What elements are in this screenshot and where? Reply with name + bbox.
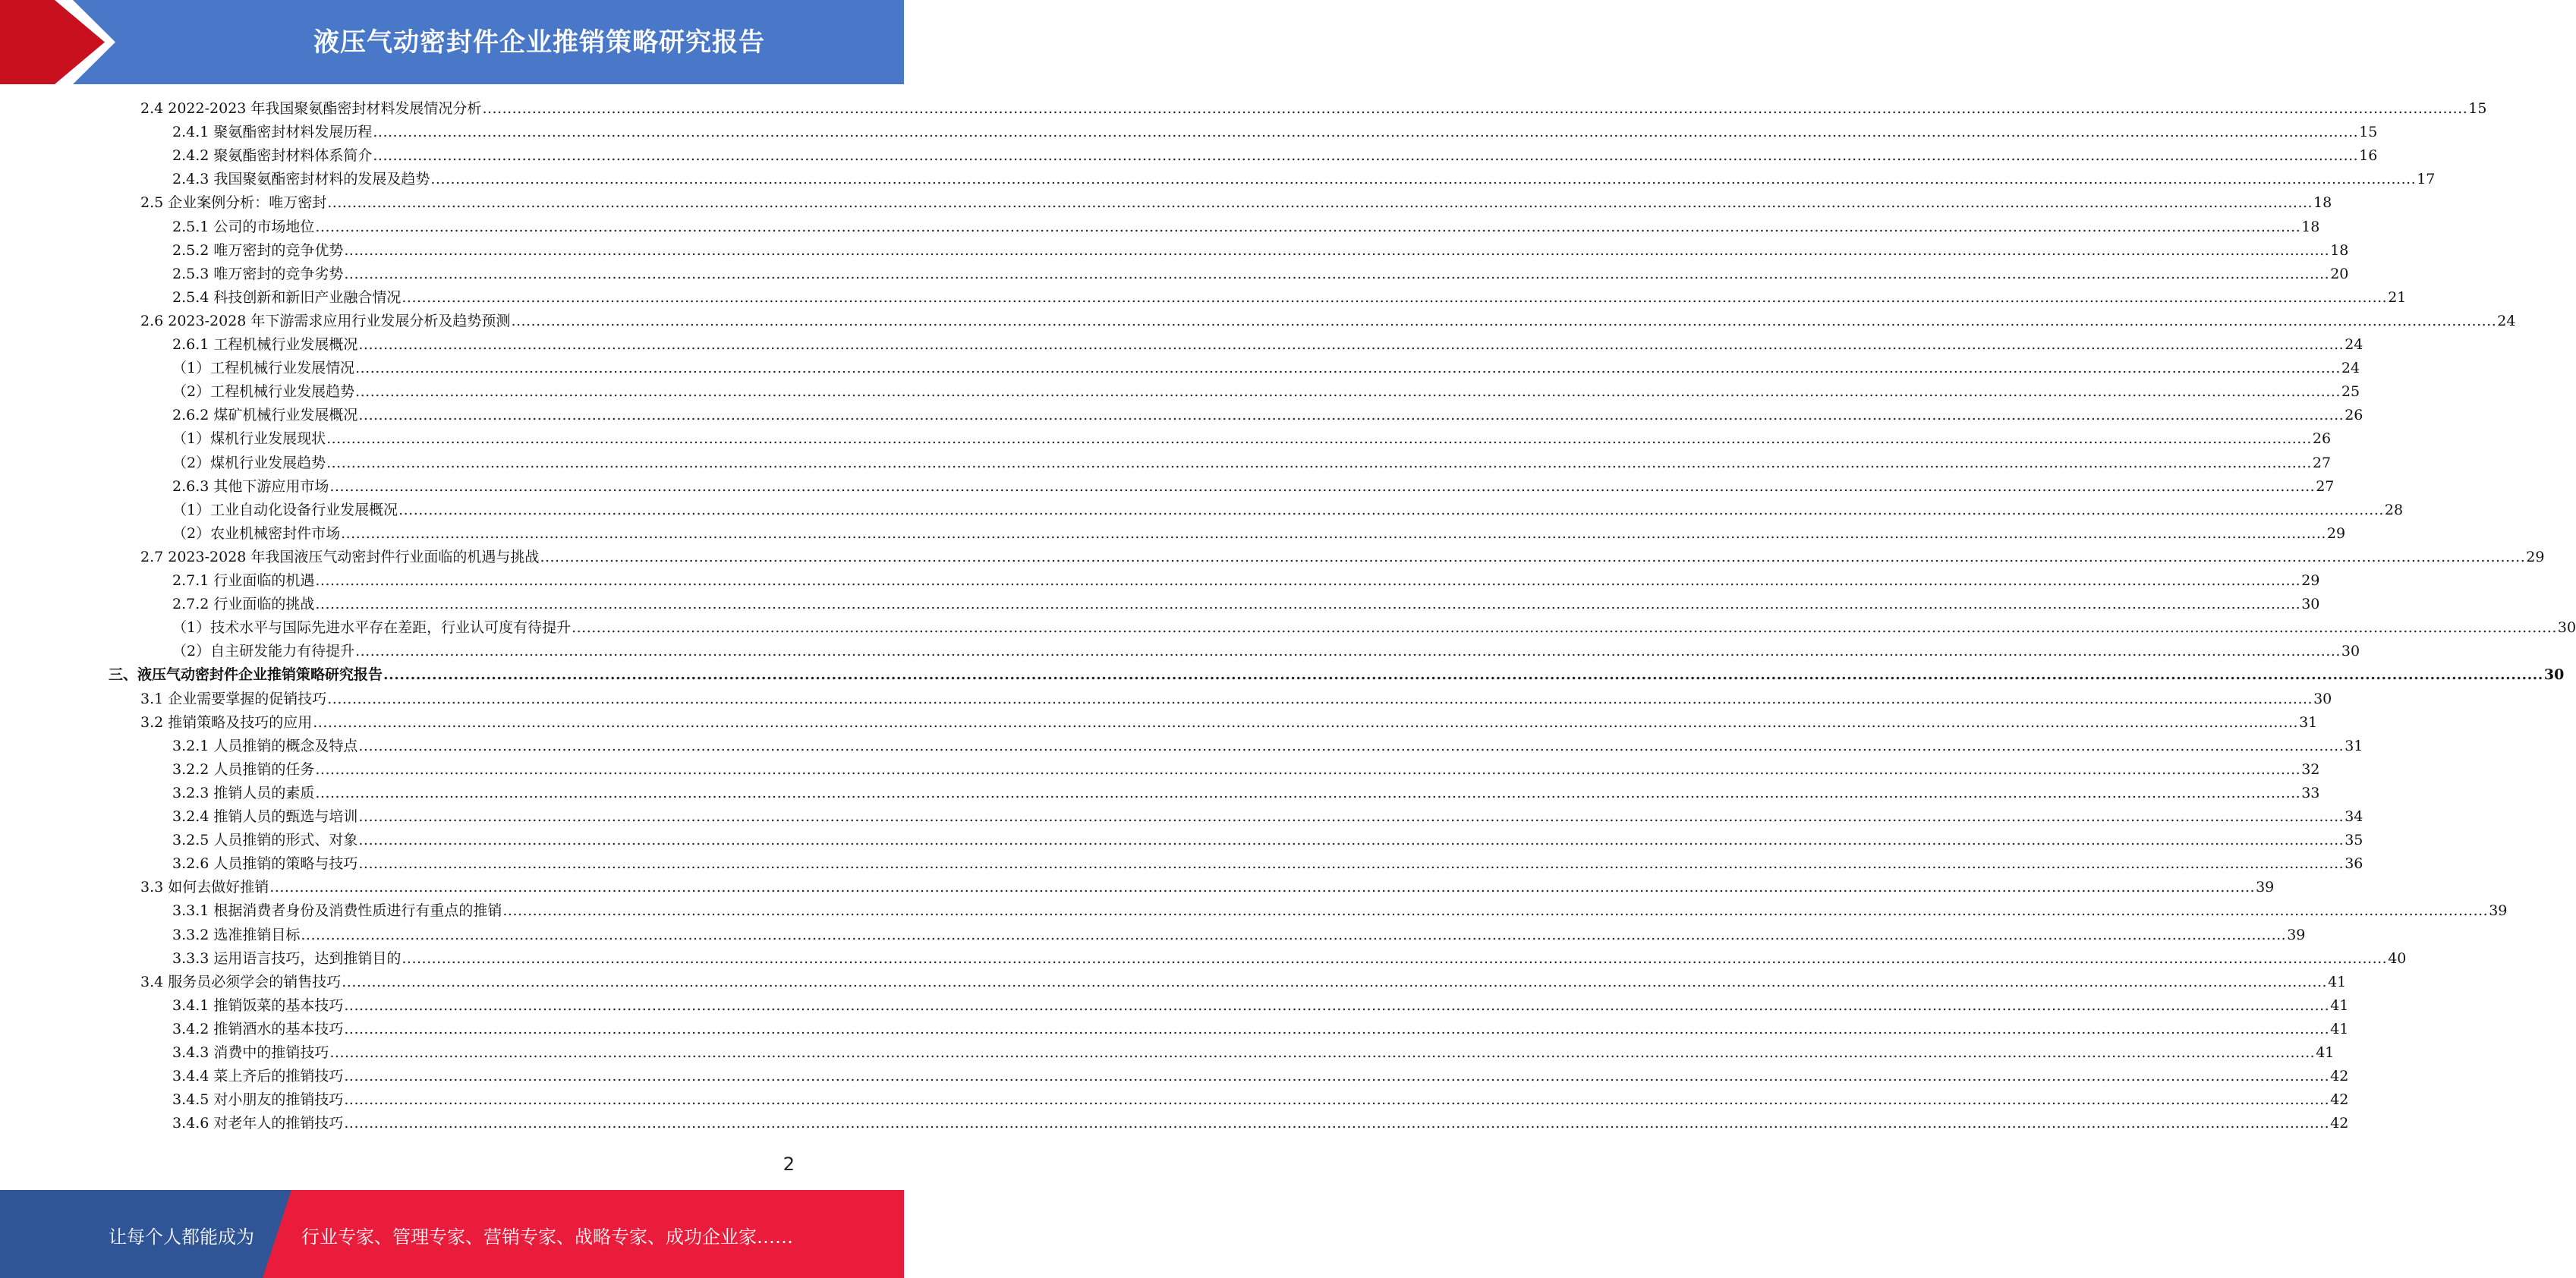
toc-leader-dots: ................................................................................................................................................................................................................................................................................................................................................................................................................ [358, 855, 2345, 873]
toc-entry-page: 29 [2326, 524, 2346, 542]
toc-entry-page: 18 [2330, 241, 2349, 259]
toc-entry-page: 29 [2526, 548, 2545, 565]
toc-entry[interactable] [109, 661, 2565, 685]
toc-entry-title: （1）工程机械行业发展情况 [172, 360, 355, 377]
toc-entry-page: 29 [2301, 572, 2320, 589]
toc-entry-page: 41 [2330, 1020, 2349, 1037]
toc-entry-title: 3.4 服务员必须学会的销售技巧 [140, 973, 342, 990]
toc-entry-title: 3.4.3 消费中的推销技巧 [172, 1044, 329, 1061]
toc-leader-dots: ................................................................................................................................................................................................................................................................................................................................................................................................................ [344, 265, 2330, 282]
toc-leader-dots: ................................................................................................................................................................................................................................................................................................................................................................................................................ [358, 737, 2345, 754]
toc-leader-dots: ................................................................................................................................................................................................................................................................................................................................................................................................................ [502, 902, 2489, 920]
toc-leader-dots: ................................................................................................................................................................................................................................................................................................................................................................................................................ [269, 879, 2256, 896]
toc-entry-title: 2.7 2023-2028 年我国液压气动密封件行业面临的机遇与挑战 [140, 548, 540, 565]
toc-entry-page: 24 [2341, 360, 2360, 377]
toc-entry[interactable] [172, 590, 2320, 614]
toc-entry[interactable] [172, 921, 2306, 945]
toc-entry-page: 15 [2359, 124, 2378, 141]
toc-leader-dots: ................................................................................................................................................................................................................................................................................................................................................................................................................ [315, 596, 2301, 613]
toc-entry[interactable] [172, 803, 2363, 826]
toc-entry-page: 36 [2345, 855, 2363, 873]
toc-leader-dots: ................................................................................................................................................................................................................................................................................................................................................................................................................ [344, 996, 2330, 1014]
toc-entry[interactable] [172, 826, 2363, 850]
toc-entry[interactable] [172, 165, 2436, 189]
toc-entry[interactable] [172, 401, 2363, 425]
toc-entry-page: 41 [2316, 1044, 2335, 1061]
toc-leader-dots: ................................................................................................................................................................................................................................................................................................................................................................................................................ [326, 430, 2312, 448]
toc-entry-title: 2.6.2 煤矿机械行业发展概况 [172, 407, 358, 424]
toc-leader-dots: ................................................................................................................................................................................................................................................................................................................................................................................................................ [358, 832, 2345, 849]
toc-entry-page: 42 [2330, 1068, 2349, 1085]
footer-slogan-lead: 让每个人都能成为 [109, 1226, 254, 1248]
toc-entry-page: 27 [2312, 454, 2332, 471]
toc-entry-title: 2.5.4 科技创新和新旧产业融合情况 [172, 288, 402, 306]
toc-entry-page: 30 [2557, 619, 2576, 637]
toc-leader-dots: ................................................................................................................................................................................................................................................................................................................................................................................................................ [329, 1044, 2316, 1061]
toc-entry-page: 30 [2341, 643, 2360, 660]
toc-entry-page: 33 [2301, 784, 2320, 801]
toc-entry-title: 3.3.3 运用语言技巧，达到推销目的 [172, 949, 402, 967]
toc-entry-title: 2.7.2 行业面临的挑战 [172, 596, 315, 613]
toc-entry[interactable] [172, 331, 2363, 354]
toc-entry-page: 41 [2330, 996, 2349, 1014]
toc-entry-title: （2）工程机械行业发展趋势 [172, 383, 355, 401]
toc-leader-dots: ................................................................................................................................................................................................................................................................................................................................................................................................................ [355, 643, 2341, 660]
toc-entry-title: 3.4.2 推销酒水的基本技巧 [172, 1020, 344, 1037]
toc-entry-title: 2.7.1 行业面临的机遇 [172, 572, 315, 589]
toc-leader-dots: ................................................................................................................................................................................................................................................................................................................................................................................................................ [355, 383, 2341, 401]
toc-entry-page: 31 [2345, 737, 2363, 754]
toc-leader-dots: ................................................................................................................................................................................................................................................................................................................................................................................................................ [342, 973, 2328, 990]
toc-entry[interactable] [172, 449, 2332, 473]
toc-entry[interactable] [140, 709, 2318, 732]
toc-entry[interactable] [140, 307, 2516, 331]
toc-entry-title: 3.2.6 人员推销的策略与技巧 [172, 855, 358, 873]
document-title: 液压气动密封件企业推销策略研究报告 [313, 27, 765, 58]
toc-leader-dots: ................................................................................................................................................................................................................................................................................................................................................................................................................ [326, 454, 2312, 471]
toc-entry-page: 17 [2417, 171, 2436, 188]
toc-entry[interactable] [172, 260, 2349, 284]
toc-entry[interactable] [172, 779, 2320, 803]
toc-entry-page: 35 [2345, 832, 2363, 849]
toc-entry[interactable] [172, 1062, 2349, 1086]
toc-entry-title: 3.2.5 人员推销的形式、对象 [172, 832, 358, 849]
toc-entry[interactable] [172, 1110, 2349, 1133]
toc-entry-title: 3.4.1 推销饭菜的基本技巧 [172, 996, 344, 1014]
toc-entry-page: 24 [2497, 312, 2516, 329]
toc-entry-title: 3.4.4 菜上齐后的推销技巧 [172, 1068, 344, 1085]
toc-leader-dots: ................................................................................................................................................................................................................................................................................................................................................................................................................ [373, 147, 2359, 165]
toc-entry-page: 32 [2301, 760, 2320, 778]
toc-entry[interactable] [140, 95, 2487, 118]
toc-entry[interactable] [172, 520, 2346, 543]
toc-entry-title: 2.5 企业案例分析：唯万密封 [140, 194, 327, 212]
toc-leader-dots: ................................................................................................................................................................................................................................................................................................................................................................................................................ [315, 784, 2301, 801]
toc-entry[interactable] [140, 543, 2545, 567]
toc-entry-title: （2）自主研发能力有待提升 [172, 643, 355, 660]
toc-leader-dots: ................................................................................................................................................................................................................................................................................................................................................................................................................ [572, 619, 2557, 637]
toc-entry-title: （2）煤机行业发展趋势 [172, 454, 326, 471]
toc-entry-page: 39 [2256, 879, 2275, 896]
toc-entry[interactable] [172, 1015, 2349, 1039]
toc-leader-dots: ................................................................................................................................................................................................................................................................................................................................................................................................................ [402, 949, 2388, 967]
toc-leader-dots: ................................................................................................................................................................................................................................................................................................................................................................................................................ [355, 360, 2341, 377]
toc-entry-title: 2.4.2 聚氨酯密封材料体系简介 [172, 147, 373, 165]
toc-leader-dots: ................................................................................................................................................................................................................................................................................................................................................................................................................ [313, 713, 2299, 731]
toc-entry[interactable] [172, 473, 2335, 496]
toc-entry-title: 2.6 2023-2028 年下游需求应用行业发展分析及趋势预测 [140, 312, 511, 329]
toc-leader-dots: ................................................................................................................................................................................................................................................................................................................................................................................................................ [540, 548, 2526, 565]
toc-leader-dots: ................................................................................................................................................................................................................................................................................................................................................................................................................ [511, 312, 2497, 329]
toc-entry-title: （1）技术水平与国际先进水平存在差距，行业认可度有待提升 [172, 619, 572, 637]
toc-leader-dots: ................................................................................................................................................................................................................................................................................................................................................................................................................ [344, 1091, 2330, 1109]
toc-entry[interactable] [172, 496, 2404, 520]
toc-leader-dots: ................................................................................................................................................................................................................................................................................................................................................................................................................ [301, 926, 2287, 943]
toc-entry-title: 2.5.2 唯万密封的竞争优势 [172, 241, 344, 259]
toc-entry[interactable] [172, 850, 2363, 874]
toc-entry[interactable] [172, 354, 2360, 378]
toc-entry[interactable] [140, 685, 2332, 709]
toc-entry-title: 3.1 企业需要掌握的促销技巧 [140, 690, 327, 707]
toc-entry-title: （1）工业自动化设备行业发展概况 [172, 501, 398, 518]
toc-leader-dots: ................................................................................................................................................................................................................................................................................................................................................................................................................ [430, 171, 2417, 188]
toc-entry-title: 3.2.4 推销人员的甄选与培训 [172, 808, 358, 825]
toc-entry-page: 31 [2299, 713, 2318, 731]
toc-entry-page: 26 [2345, 407, 2363, 424]
toc-entry[interactable] [140, 189, 2332, 212]
toc-leader-dots: ................................................................................................................................................................................................................................................................................................................................................................................................................ [315, 760, 2301, 778]
toc-entry-title: 2.5.1 公司的市场地位 [172, 218, 315, 235]
toc-entry[interactable] [172, 637, 2360, 661]
toc-entry[interactable] [172, 425, 2332, 449]
toc-entry-title: 2.6.1 工程机械行业发展概况 [172, 336, 358, 353]
toc-entry[interactable] [140, 874, 2275, 897]
toc-entry[interactable] [172, 1086, 2349, 1110]
toc-entry-page: 27 [2316, 477, 2335, 495]
toc-entry[interactable] [172, 378, 2360, 401]
toc-entry-page: 21 [2388, 288, 2407, 306]
toc-entry-page: 42 [2330, 1091, 2349, 1109]
toc-entry-title: 2.4.3 我国聚氨酯密封材料的发展及趋势 [172, 171, 430, 188]
toc-entry-page: 15 [2468, 100, 2487, 117]
toc-entry-page: 40 [2388, 949, 2407, 967]
toc-leader-dots: ................................................................................................................................................................................................................................................................................................................................................................................................................ [327, 194, 2313, 212]
toc-leader-dots: ................................................................................................................................................................................................................................................................................................................................................................................................................ [329, 477, 2316, 495]
toc-entry-title: 3.2.1 人员推销的概念及特点 [172, 737, 358, 754]
toc-leader-dots: ................................................................................................................................................................................................................................................................................................................................................................................................................ [398, 501, 2384, 518]
toc-entry[interactable] [172, 732, 2363, 756]
toc-entry-page: 25 [2341, 383, 2360, 401]
toc-entry[interactable] [172, 945, 2407, 968]
toc-entry-page: 18 [2301, 218, 2320, 235]
toc-entry-title: 3.3 如何去做好推销 [140, 879, 269, 896]
toc-entry[interactable] [172, 567, 2320, 590]
toc-entry-page: 24 [2345, 336, 2363, 353]
toc-leader-dots: ................................................................................................................................................................................................................................................................................................................................................................................................................ [315, 218, 2301, 235]
toc-entry-title: 3.4.5 对小朋友的推销技巧 [172, 1091, 344, 1109]
toc-leader-dots: ................................................................................................................................................................................................................................................................................................................................................................................................................ [373, 124, 2359, 141]
toc-leader-dots: ................................................................................................................................................................................................................................................................................................................................................................................................................ [344, 1020, 2330, 1037]
toc-entry-page: 30 [2543, 666, 2565, 684]
toc-entry-title: 3.3.1 根据消费者身份及消费性质进行有重点的推销 [172, 902, 502, 920]
toc-leader-dots: ................................................................................................................................................................................................................................................................................................................................................................................................................ [344, 1068, 2330, 1085]
toc-entry-title: （2）农业机械密封件市场 [172, 524, 341, 542]
toc-entry-title: 2.4 2022-2023 年我国聚氨酯密封材料发展情况分析 [140, 100, 482, 117]
toc-entry-page: 41 [2328, 973, 2347, 990]
toc-leader-dots: ................................................................................................................................................................................................................................................................................................................................................................................................................ [327, 690, 2313, 707]
toc-entry[interactable] [172, 237, 2349, 260]
toc-entry-title: 3.2 推销策略及技巧的应用 [140, 713, 313, 731]
toc-entry-page: 26 [2312, 430, 2332, 448]
toc-entry-title: 2.6.3 其他下游应用市场 [172, 477, 329, 495]
toc-entry-title: 3.2.2 人员推销的任务 [172, 760, 315, 778]
toc-entry[interactable] [172, 118, 2378, 142]
toc-entry[interactable] [172, 284, 2407, 307]
toc-entry-page: 16 [2359, 147, 2378, 165]
toc-entry-page: 30 [2313, 690, 2332, 707]
toc-leader-dots: ................................................................................................................................................................................................................................................................................................................................................................................................................ [402, 288, 2388, 306]
toc-entry-title: 3.3.2 选准推销目标 [172, 926, 301, 943]
toc-entry-title: 2.5.3 唯万密封的竞争劣势 [172, 265, 344, 282]
toc-entry-page: 30 [2301, 596, 2320, 613]
toc-entry[interactable] [140, 968, 2347, 992]
toc-leader-dots: ................................................................................................................................................................................................................................................................................................................................................................................................................ [344, 1115, 2330, 1132]
toc-entry[interactable] [172, 213, 2320, 237]
toc-entry-page: 28 [2384, 501, 2404, 518]
toc-entry-page: 39 [2489, 902, 2508, 920]
toc-entry-title: （1）煤机行业发展现状 [172, 430, 326, 448]
toc-entry-page: 18 [2313, 194, 2332, 212]
toc-entry[interactable] [172, 897, 2508, 921]
footer-slogan-list: 行业专家、管理专家、营销专家、战略专家、成功企业家…… [301, 1226, 793, 1248]
toc-entry-page: 34 [2345, 808, 2363, 825]
toc-entry[interactable] [172, 1039, 2335, 1062]
toc-leader-dots: ................................................................................................................................................................................................................................................................................................................................................................................................................ [358, 808, 2345, 825]
toc-entry-page: 20 [2330, 265, 2349, 282]
toc-leader-dots: ................................................................................................................................................................................................................................................................................................................................................................................................................ [344, 241, 2330, 259]
toc-entry-page: 42 [2330, 1115, 2349, 1132]
page-number: 2 [783, 1154, 795, 1175]
toc-entry[interactable] [172, 142, 2378, 165]
toc-entry[interactable] [172, 756, 2320, 779]
toc-entry-title: 三、液压气动密封件企业推销策略研究报告 [109, 666, 383, 684]
toc-leader-dots: ................................................................................................................................................................................................................................................................................................................................................................................................................ [358, 336, 2345, 353]
toc-leader-dots: ................................................................................................................................................................................................................................................................................................................................................................................................................ [315, 572, 2301, 589]
toc-leader-dots: ................................................................................................................................................................................................................................................................................................................................................................................................................ [383, 666, 2543, 684]
toc-leader-dots: ................................................................................................................................................................................................................................................................................................................................................................................................................ [482, 100, 2468, 117]
toc-entry[interactable] [172, 614, 2576, 637]
toc-entry-title: 2.4.1 聚氨酯密封材料发展历程 [172, 124, 373, 141]
toc-leader-dots: ................................................................................................................................................................................................................................................................................................................................................................................................................ [341, 524, 2326, 542]
toc-entry-title: 3.2.3 推销人员的素质 [172, 784, 315, 801]
toc-entry[interactable] [172, 992, 2349, 1015]
toc-leader-dots: ................................................................................................................................................................................................................................................................................................................................................................................................................ [358, 407, 2345, 424]
toc-entry-page: 39 [2287, 926, 2306, 943]
toc-entry-title: 3.4.6 对老年人的推销技巧 [172, 1115, 344, 1132]
